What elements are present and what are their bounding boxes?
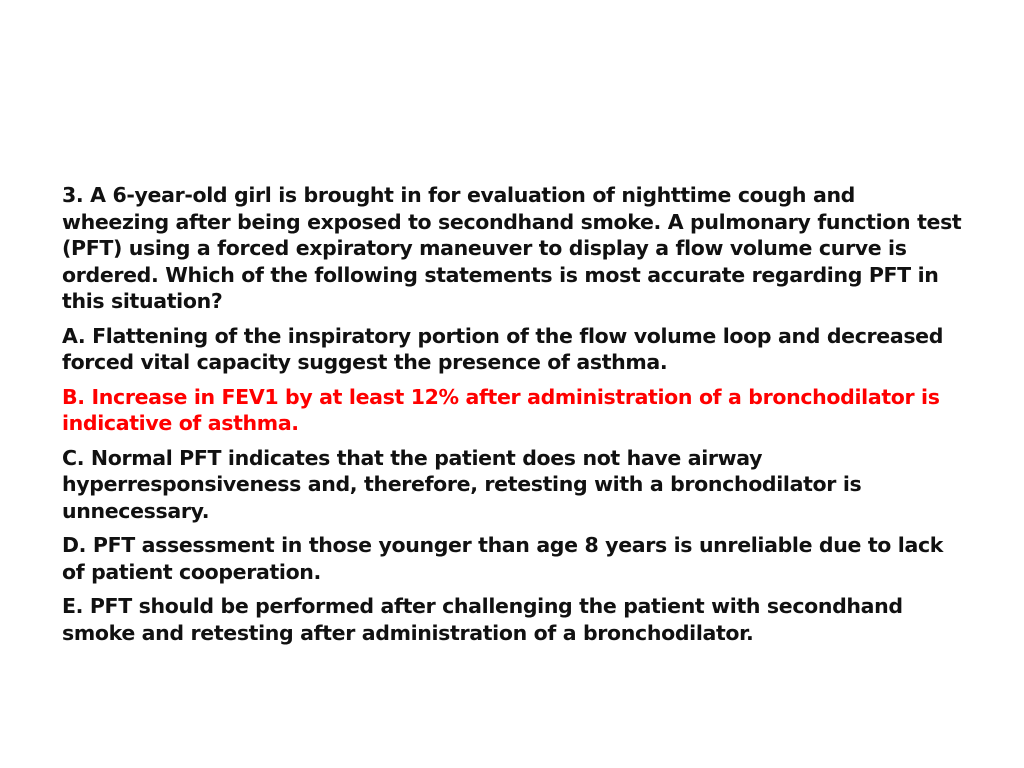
question-stem: 3. A 6-year-old girl is brought in for evaluation of nighttime cough and wheezing after being exposed to secondhand smoke. A pulmonary function test (PFT) using a forced expiratory maneuver to display a flow volume curve is ordered. Which of the following statements is most accurate regarding PFT in this situation? [62, 183, 962, 313]
option-b-correct-answer: B. Increase in FEV1 by at least 12% after administration of a bronchodilator is indicative of asthma. [62, 384, 940, 435]
option-d: D. PFT assessment in those younger than age 8 years is unreliable due to lack of patient cooperation. [62, 533, 944, 584]
option-a: A. Flattening of the inspiratory portion of the flow volume loop and decreased forced vital capacity suggest the presence of asthma. [62, 323, 944, 374]
option-e: E. PFT should be performed after challenging the patient with secondhand smoke and retesting after administration of a bronchodilator. [62, 594, 903, 645]
option-c: C. Normal PFT indicates that the patient does not have airway hyperresponsiveness and, therefore, retesting with a bronchodilator is unnecessary. [62, 445, 862, 523]
question-block [62, 182, 962, 654]
